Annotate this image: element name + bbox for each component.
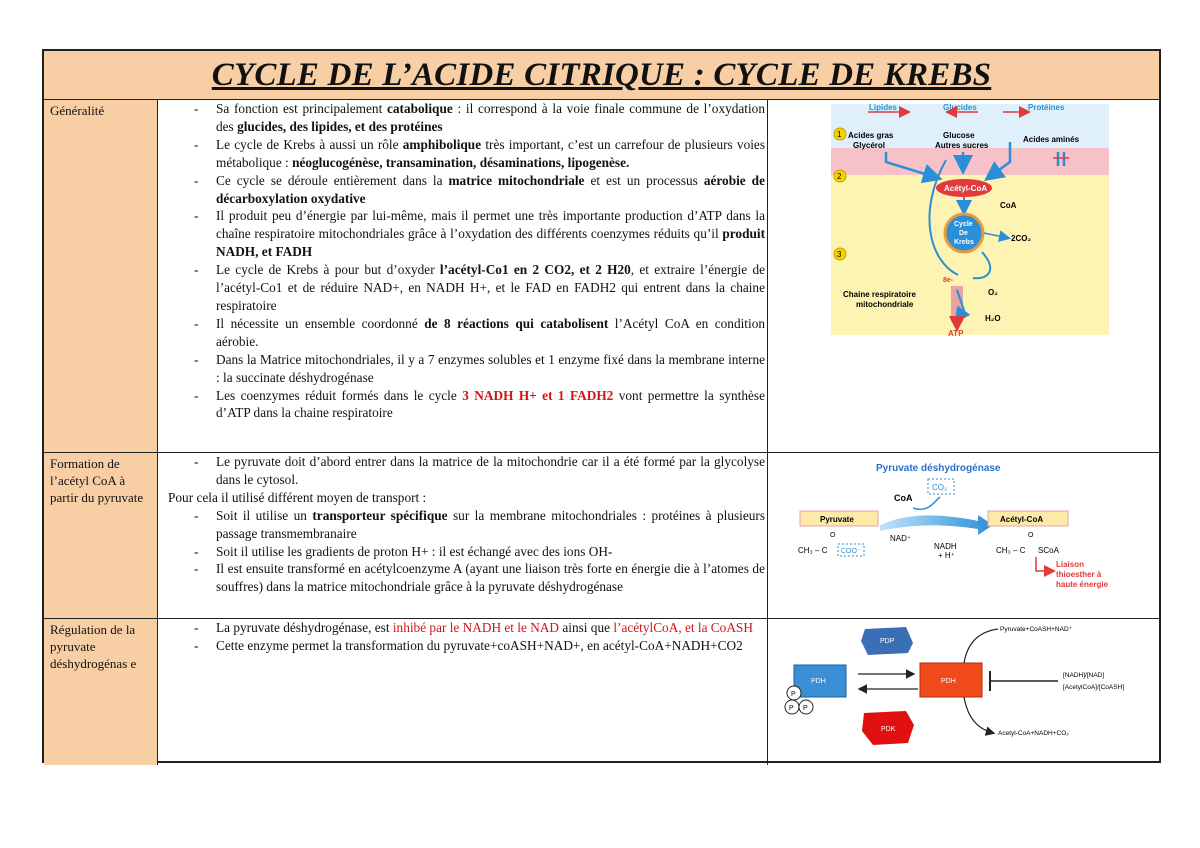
label-chaine-2: mitochondriale	[856, 300, 914, 309]
label-pdk: PDK	[881, 726, 896, 733]
label-h-plus: + H⁺	[938, 551, 955, 560]
label-glycerol: Glycérol	[853, 141, 886, 150]
bullet-item: - Les coenzymes réduit formés dans le cycle 3 NADH H+ et 1 FADH2 vont permettre la synthèse d’ATP dans la chaine respiratoire	[158, 387, 765, 423]
row-content	[158, 619, 768, 765]
label-lipides: Lipides	[869, 103, 898, 112]
label-acides-amines: Acides aminés	[1023, 135, 1080, 144]
label-glucose: Glucose	[943, 131, 975, 140]
course-table	[42, 49, 1161, 763]
row-label: Généralité	[44, 100, 158, 452]
label-glucides: Glucides	[943, 103, 977, 112]
svg-text:De: De	[959, 230, 968, 237]
label-liaison-2: thioesther à	[1056, 570, 1102, 579]
page-title: CYCLE DE L’ACIDE CITRIQUE : CYCLE DE KREBS	[211, 57, 992, 93]
title-row	[44, 51, 1159, 100]
pyruvate-formula: CH₃ – C	[798, 546, 828, 555]
label-products: Acetyl-CoA+NADH+CO₂	[998, 730, 1069, 737]
paragraph: Pour cela il utilisé différent moyen de transport :	[168, 489, 427, 505]
acetyl-formula: CH₃ – C	[996, 546, 1026, 555]
label-nadh: NADH	[934, 542, 957, 551]
row-content	[158, 100, 768, 452]
row-label: Formation de l’acétyl CoA à partir du pyruvate	[44, 453, 158, 618]
marker-1: 1	[837, 130, 842, 139]
label-ratio-acetylcoa: [AcetylCoA]/[CoASH]	[1063, 684, 1125, 691]
row-label: Régulation de la pyruvate déshydrogénas e	[44, 619, 158, 765]
label-h2o: H₂O	[985, 314, 1001, 323]
figure-cell	[768, 619, 1159, 765]
label-liaison-1: Liaison	[1056, 560, 1085, 569]
label-enzyme: Pyruvate déshydrogénase	[876, 463, 1001, 474]
svg-text:Krebs: Krebs	[954, 239, 974, 246]
bullet-list	[158, 453, 765, 489]
row-content	[158, 453, 768, 618]
marker-3: 3	[837, 250, 842, 259]
label-nad: NAD⁺	[890, 534, 912, 543]
marker-2: 2	[837, 172, 842, 181]
bullet-item: - La pyruvate déshydrogénase, est inhibé par le NADH et le NAD ainsi que l’acétylCoA, et la CoASH	[158, 619, 765, 637]
bullet-item: - Soit il utilise les gradients de proton H+ : il est échangé avec des ions OH-	[158, 543, 765, 561]
bullet-list	[158, 619, 765, 655]
bullet-item: - Le cycle de Krebs à aussi un rôle amphibolique très important, c’est un carrefour de plusieurs voies métabolique : néoglucogénèse, transamination, désaminations, lipogenèse.	[158, 136, 765, 172]
bullet-item: - Soit il utilise un transporteur spécifique sur la membrane mitochondriales : protéines à plusieurs passage transmembranaire	[158, 507, 765, 543]
label-co2: CO₂	[932, 483, 948, 492]
band-bottom	[831, 175, 1109, 335]
label-electrons: 8e-	[943, 277, 954, 284]
label-coo: COO⁻	[841, 548, 861, 555]
label-chaine-1: Chaine respiratoire	[843, 290, 916, 299]
label-acetyl-coa: Acétyl-CoA	[1000, 515, 1044, 524]
label-acides-gras: Acides gras	[848, 131, 894, 140]
bullet-item: - Cette enzyme permet la transformation du pyruvate+coASH+NAD+, en acétyl-CoA+NADH+CO2	[158, 637, 765, 655]
bullet-list	[158, 507, 765, 597]
bullet-item: - Ce cycle se déroule entièrement dans la matrice mitochondriale et est un processus aérobie de décarboxylation oxydative	[158, 172, 765, 208]
bullet-item: - Il nécessite un ensemble coordonné de 8 réactions qui catabolisent l’Acétyl CoA en condition aérobie.	[158, 315, 765, 351]
figure-cell	[768, 100, 1159, 452]
bullet-list	[158, 100, 765, 422]
label-phosphate: P	[803, 705, 808, 712]
pdh-regulation-diagram	[768, 619, 1163, 765]
label-proteines: Protéines	[1028, 103, 1065, 112]
svg-text:Cycle: Cycle	[954, 221, 973, 228]
label-atp: ATP	[948, 329, 964, 338]
label-oxygen: O	[830, 532, 836, 539]
bullet-item: - Il produit peu d’énergie par lui-même, mais il permet une très importante production d’ATP dans la chaîne respiratoire mitochondriales grâce à l’oxydation des différents coenzymes réduits qu’il produit NADH, et FADH	[158, 207, 765, 261]
row-formation-acetyl-coa	[44, 453, 1159, 619]
label-2co2: 2CO₂	[1011, 234, 1032, 243]
bullet-item: - Sa fonction est principalement catabolique : il correspond à la voie finale commune de l’oxydation des glucides, des lipides, et des protéines	[158, 100, 765, 136]
label-coa: CoA	[1000, 201, 1017, 210]
label-pdh-active: PDH	[941, 678, 956, 685]
bullet-item: - Il est ensuite transformé en acétylcoenzyme A (ayant une liaison très forte en énergie die à l’atomes de souffres) dans la matrice mitochondriale grâce à la pyruvate déshydrogénase	[158, 560, 765, 596]
label-scoa: SCoA	[1038, 546, 1059, 555]
label-autres-sucres: Autres sucres	[935, 141, 989, 150]
label-pdh-inactive: PDH	[811, 678, 826, 685]
band-mid	[831, 148, 1109, 175]
reaction-arrow	[880, 515, 993, 535]
label-ratio-nadh: [NADH]/[NAD]	[1063, 672, 1105, 679]
figure-cell	[768, 453, 1159, 618]
row-generalite	[44, 100, 1159, 453]
label-phosphate: P	[789, 705, 794, 712]
pyruvate-dehydrogenase-diagram	[768, 453, 1163, 619]
bullet-item: - Dans la Matrice mitochondriales, il y a 7 enzymes solubles et 1 enzyme fixé dans la membrane interne : la succinate déshydrogénase	[158, 351, 765, 387]
krebs-overview-diagram	[768, 100, 1163, 453]
label-substrates: Pyruvate+CoASH+NAD⁺	[1000, 626, 1073, 633]
label-o2: O₂	[988, 288, 998, 297]
label-coa: CoA	[894, 493, 913, 503]
bullet-item: - Le pyruvate doit d’abord entrer dans la matrice de la mitochondrie car il a été formé par la glycolyse dans le cytosol.	[158, 453, 765, 489]
label-pyruvate: Pyruvate	[820, 515, 854, 524]
row-regulation	[44, 619, 1159, 765]
bullet-item: - Le cycle de Krebs à pour but d’oxyder l’acétyl-Co1 en 2 CO2, et 2 H20, et extraire l’énergie de l’acétyl-Co1 et de réduire NAD+, en NADH H+, et le FAD en FADH2 qui entrent dans la chaine respiratoire	[158, 261, 765, 315]
label-liaison-3: haute énergie	[1056, 580, 1109, 589]
label-phosphate: P	[791, 691, 796, 698]
label-pdp: PDP	[880, 638, 895, 645]
label-oxygen: O	[1028, 532, 1034, 539]
label-acetyl-coa: Acétyl-CoA	[944, 184, 988, 193]
